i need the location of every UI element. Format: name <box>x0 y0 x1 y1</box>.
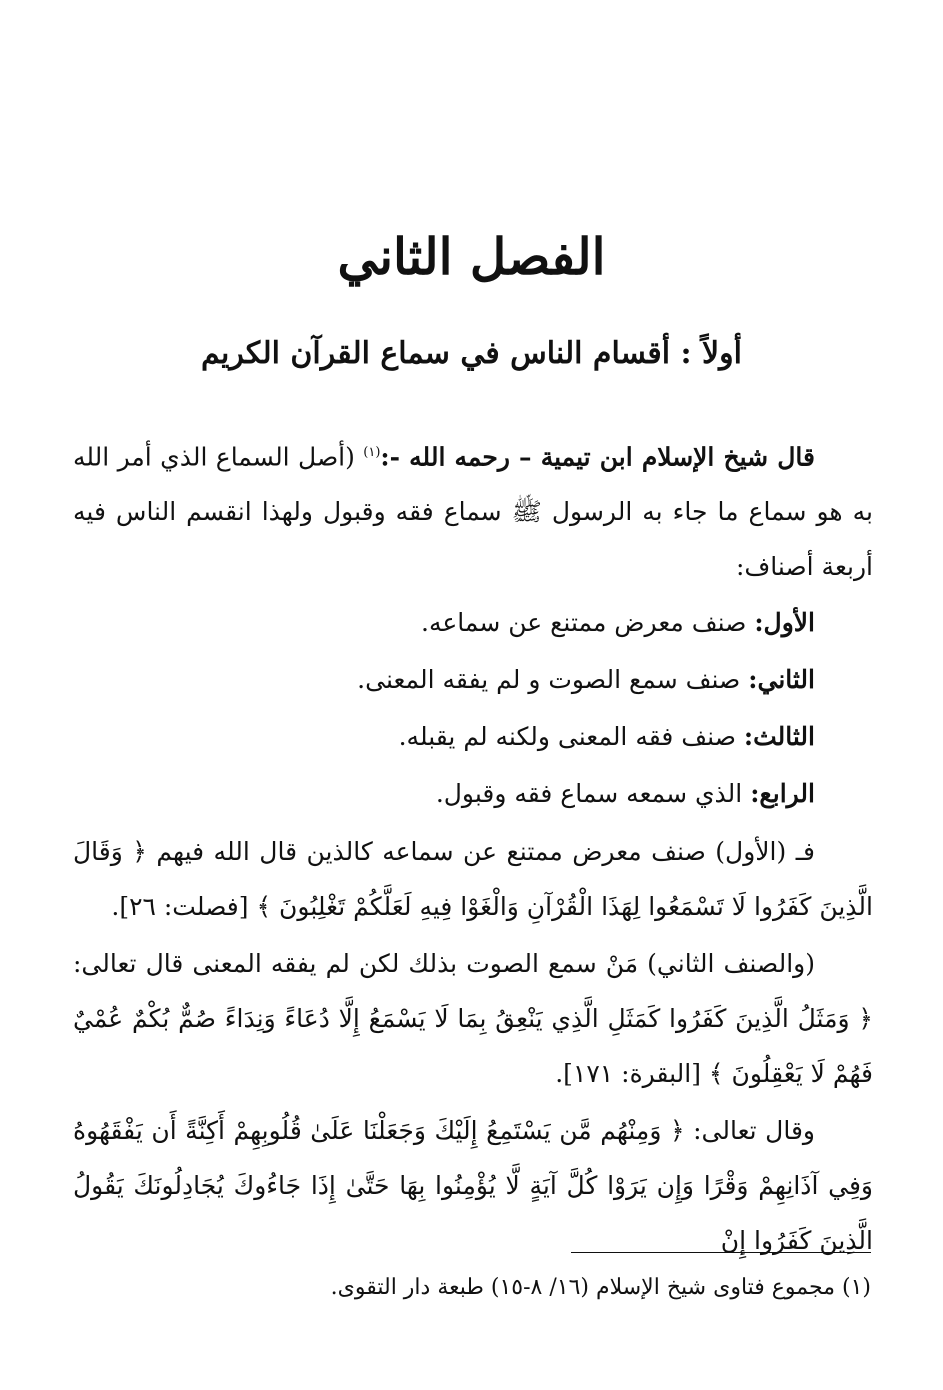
body-text <box>73 425 873 1268</box>
category-label: الرابع: <box>750 779 815 809</box>
intro-text: (أصل السماع الذي أمر الله به هو سماع ما جاء به الرسول ﷺ سماع فقه وقبول ولهذا انقسم الناس فيه أربعة أصناف: <box>73 442 873 582</box>
chapter-title: الفصل الثاني <box>337 227 606 286</box>
intro-paragraph <box>73 425 873 594</box>
intro-lead: قال شيخ الإسلام ابن تيمية – رحمه الله -: <box>380 442 816 472</box>
category-item-second <box>73 651 873 708</box>
first-category-paragraph: فـ (الأول) صنف معرض ممتنع عن سماعه كالذين قال الله فيهم ﴿ وَقَالَ الَّذِينَ كَفَرُوا لَا تَسْمَعُوا لِهَذَا الْقُرْآنِ وَالْغَوْا فِيهِ لَعَلَّكُمْ تَغْلِبُونَ ﴾ [فصلت: ٢٦]. <box>73 837 873 922</box>
category-item-third <box>73 708 873 765</box>
third-quote-paragraph: وقال تعالى: ﴿ وَمِنْهُم مَّن يَسْتَمِعُ إِلَيْكَ وَجَعَلْنَا عَلَىٰ قُلُوبِهِمْ أَكِنَّةً أَن يَفْقَهُوهُ وَفِي آذَانِهِمْ وَقْرًا وَإِن يَرَوْا كُلَّ آيَةٍ لَّا يُؤْمِنُوا بِهَا حَتَّىٰ إِذَا جَاءُوكَ يُجَادِلُونَكَ يَقُولُ الَّذِينَ كَفَرُوا إِنْ <box>73 1116 873 1256</box>
category-text: صنف معرض ممتنع عن سماعه. <box>421 608 755 638</box>
category-item-first <box>73 594 873 651</box>
category-label: الثاني: <box>748 665 815 695</box>
footnote-divider <box>571 1252 871 1253</box>
category-item-fourth <box>73 765 873 822</box>
footnote-marker: (١) <box>363 445 381 460</box>
category-text: الذي سمعه سماع فقه وقبول. <box>435 779 751 809</box>
footnote: (١) مجموع فتاوى شيخ الإسلام (١٦/ ٨-١٥) طبعة دار التقوى. <box>330 1275 871 1300</box>
section-heading: أولاً : أقسام الناس في سماع القرآن الكريم <box>201 336 742 371</box>
second-category-paragraph: (والصنف الثاني) مَنْ سمع الصوت بذلك لكن لم يفقه المعنى قال تعالى: ﴿ وَمَثَلُ الَّذِينَ كَفَرُوا كَمَثَلِ الَّذِي يَنْعِقُ بِمَا لَا يَسْمَعُ إِلَّا دُعَاءً وَنِدَاءً صُمٌّ بُكْمٌ عُمْيٌ فَهُمْ لَا يَعْقِلُونَ ﴾ [البقرة: ١٧١]. <box>73 949 873 1089</box>
category-label: الثالث: <box>743 722 815 752</box>
category-text: صنف فقه المعنى ولكنه لم يقبله. <box>398 722 744 752</box>
category-label: الأول: <box>754 608 815 638</box>
category-text: صنف سمع الصوت و لم يفقه المعنى. <box>357 665 749 695</box>
